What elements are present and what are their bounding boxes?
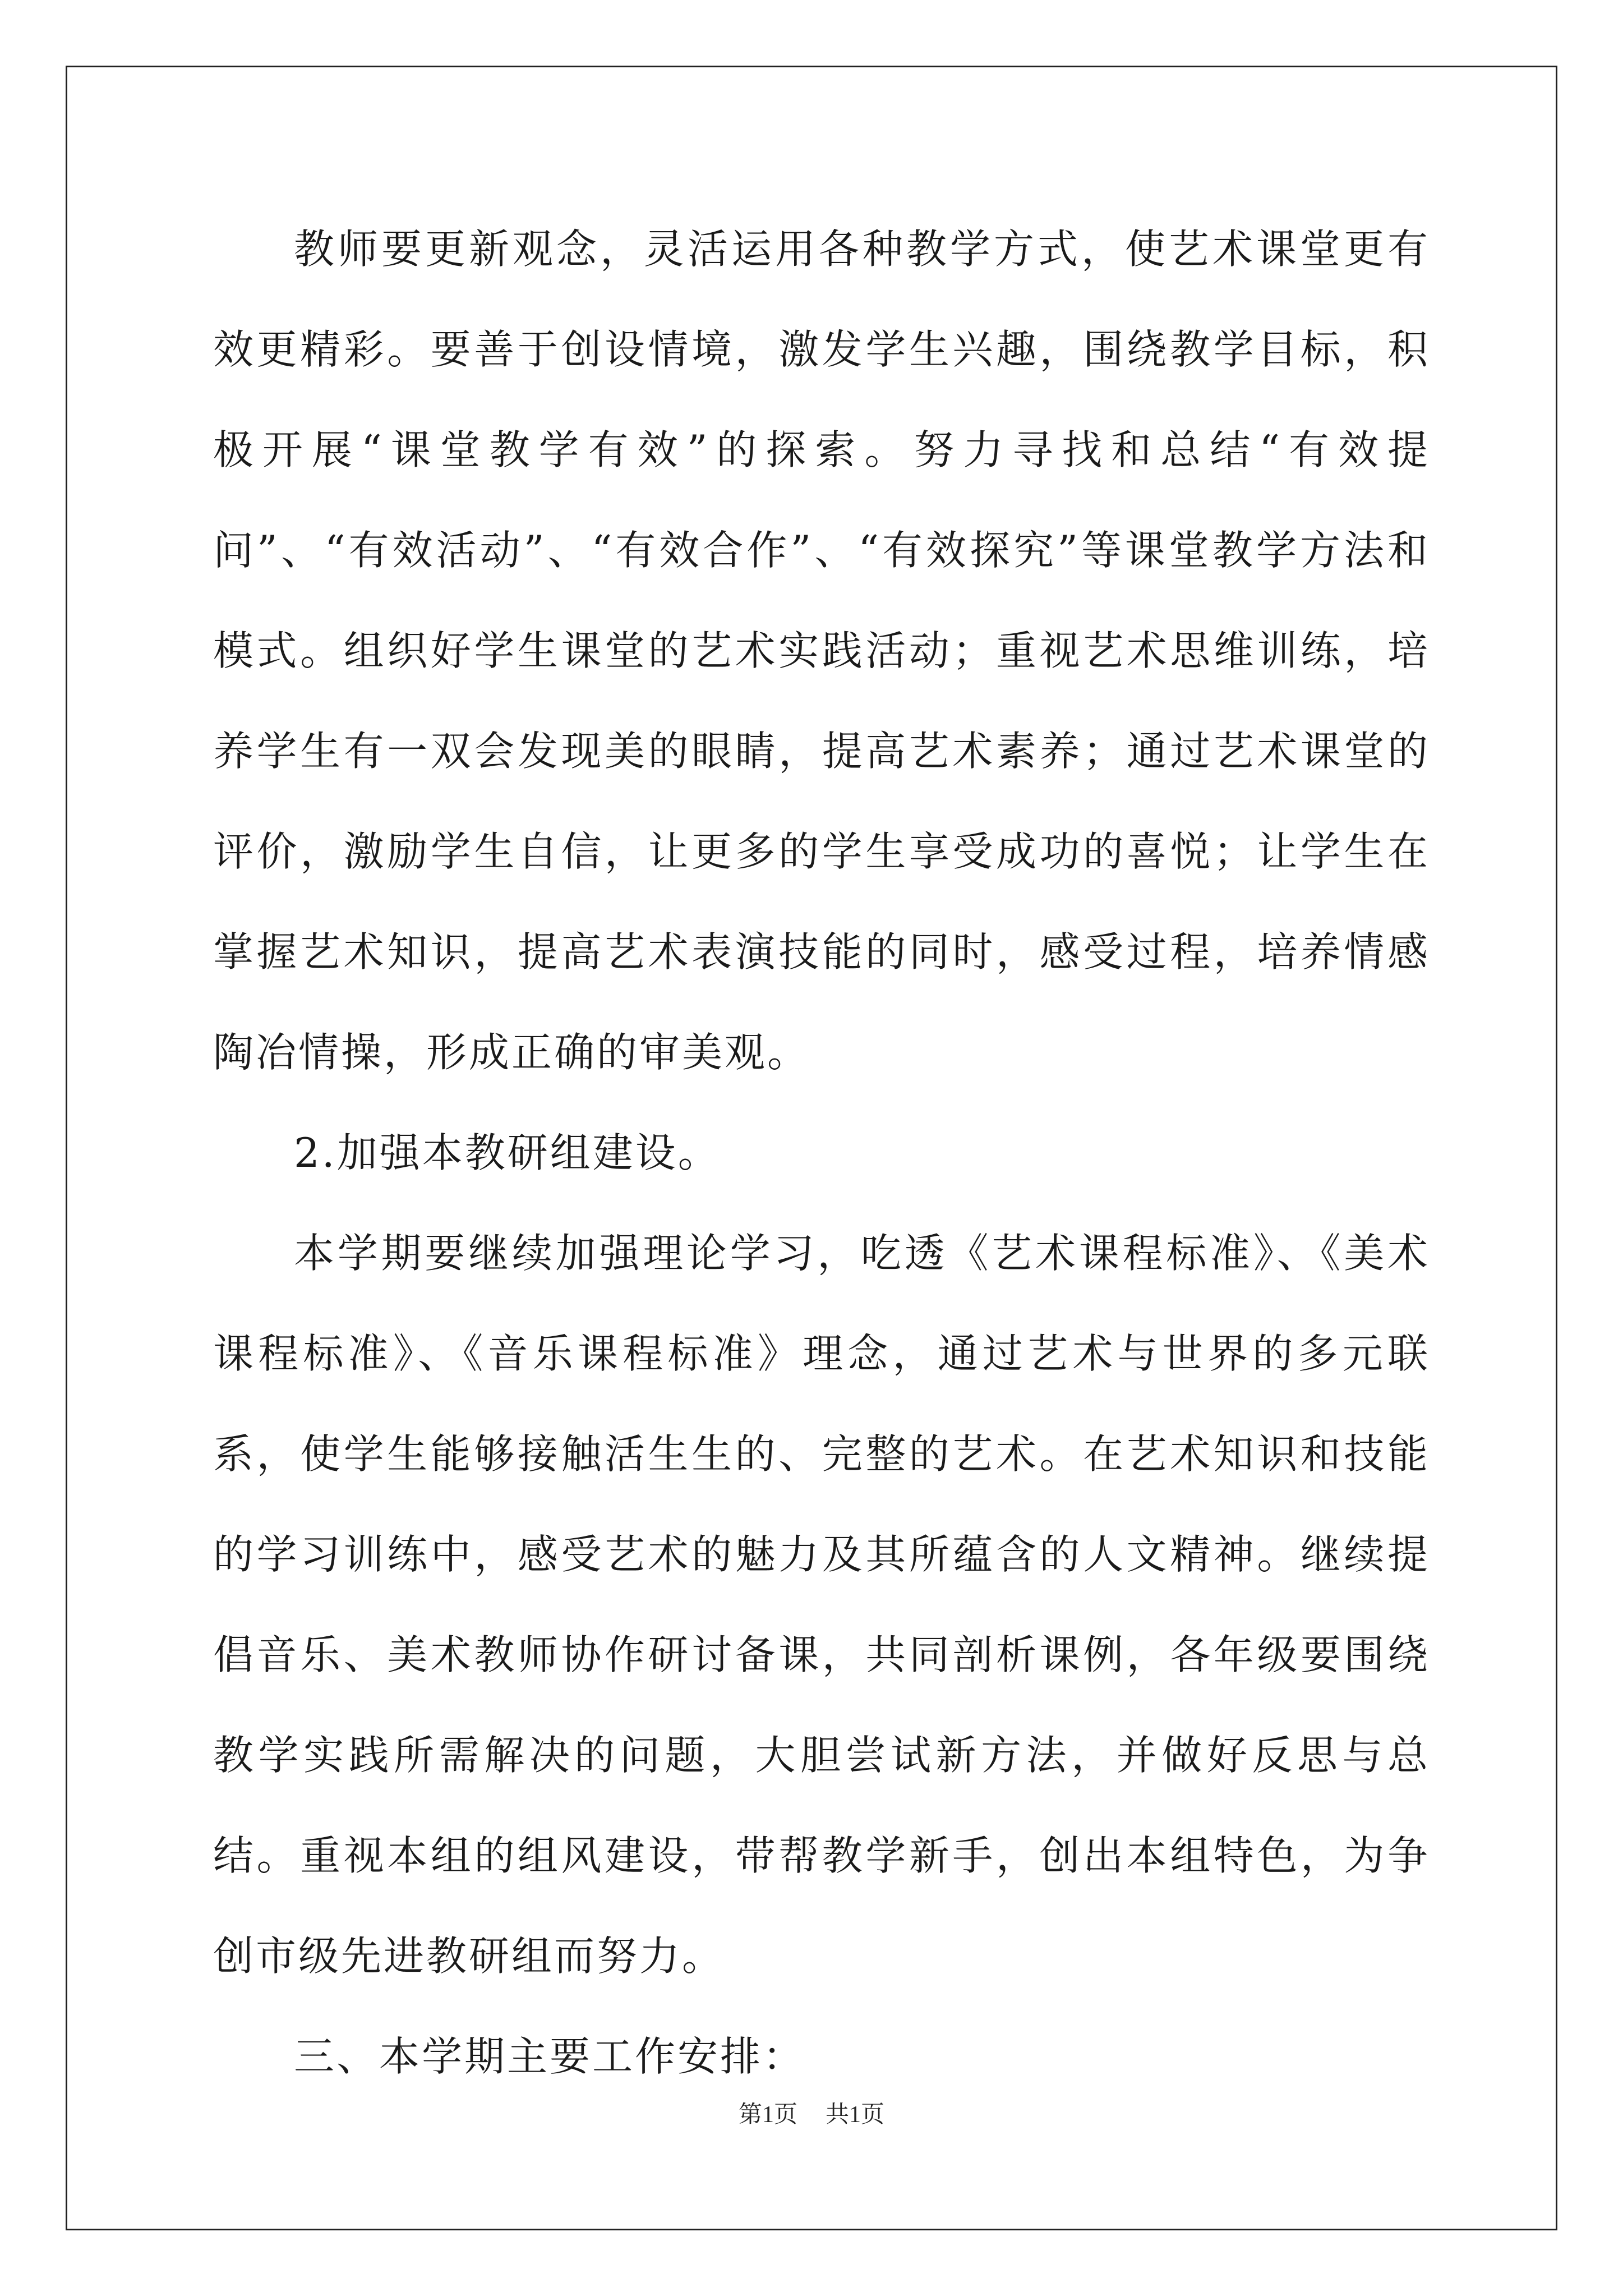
paragraph-teaching-methods: 教师要更新观念，灵活运用各种教学方式，使艺术课堂更有效更精彩。要善于创设情境，激发学生兴趣，围绕教学目标，积极开展“课堂教学有效”的探索。努力寻找和总结“有效提问”、“有效活动”、“有效合作”、“有效探究”等课堂教学方法和模式。组织好学生课堂的艺术实践活动；重视艺术思维训练，培养学生有一双会发现美的眼睛，提高艺术素养；通过艺术课堂的评价，激励学生自信，让更多的学生享受成功的喜悦；让学生在掌握艺术知识，提高艺术表演技能的同时，感受过程，培养情感陶冶情操，形成正确的审美观。 <box>213 226 1430 1076</box>
document-body <box>213 199 1430 2107</box>
page-footer <box>0 2098 1623 2132</box>
page-number-current: 第1页 <box>738 2102 797 2128</box>
paragraph-section-heading-2: 2.加强本教研组建设。 <box>294 1129 721 1176</box>
page-number-total: 共1页 <box>826 2102 885 2128</box>
paragraph-group-building: 本学期要继续加强理论学习，吃透《艺术课程标准》、《美术课程标准》、《音乐课程标准》理念，通过艺术与世界的多元联系，使学生能够接触活生生的、完整的艺术。在艺术知识和技能的学习训练中，感受艺术的魅力及其所蕴含的人文精神。继续提倡音乐、美术教师协作研讨备课，共同剖析课例，各年级要围绕教学实践所需解决的问题，大胆尝试新方法，并做好反思与总结。重视本组的组风建设，带帮教学新手，创出本组特色，为争创市级先进教研组而努力。 <box>213 1230 1430 1980</box>
paragraph-section-heading-3: 三、本学期主要工作安排： <box>294 2033 806 2080</box>
